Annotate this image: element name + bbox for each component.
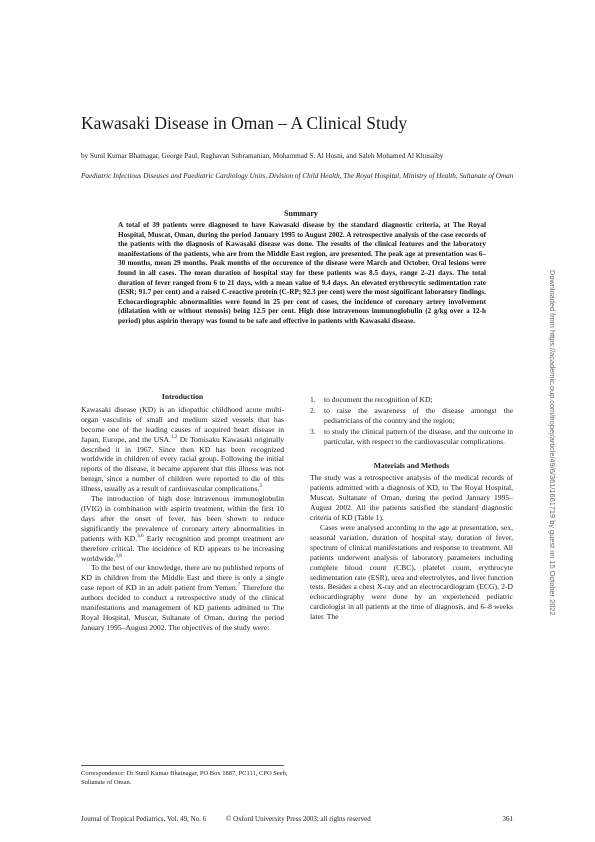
author-byline: by Sunil Kumar Bhatnagar, George Paul, Raghavan Subramanian, Mohammad S. Al Hosni, and Saleh Mohamed Al Khusaiby: [81, 152, 444, 160]
methods-paragraph-2: Cases were analysed according to the age at presentation, sex, seasonal variation, duration of hospital stay, duration of fever, spectrum of clinical manifestations and response to treatment. All patients underwent analysis of laboratory parameters including complete blood count (CBC), platelet count, erythrocyte sedimentation rate (ESR), urea and electrolytes, and liver function tests. Besides a chest X-ray and an electrocardiogram (ECG), 2-D echocardiography were done by an experienced pediatric cardiologist in all patients at the time of diagnosis, and 6–8 weeks later. The: [310, 522, 513, 622]
footnote-divider: [81, 765, 284, 766]
author-affiliation: Paediatric Infectious Diseases and Paediatric Cardiology Units, Division of Child Health, The Royal Hospital, Ministry of Health, Sultanate of Oman: [81, 172, 514, 180]
copyright-notice: © Oxford University Press 2003; all rights reserved: [226, 815, 371, 823]
correspondence-footnote: Correspondence: Dr Sunil Kumar Bhatnagar, PO Box 1887, PC111, CPO Seeb, Sultanate of Oman.: [81, 770, 288, 786]
summary-heading: Summary: [284, 209, 318, 218]
download-watermark: Downloaded from https://academic.oup.com/tropej/article/49/6/361/1661719 by guest on 15 October 2022: [548, 270, 557, 616]
intro-paragraph-1: Kawasaki disease (KD) is an idiopathic childhood acute multi-organ vasculitis of small and medium sized vessels that has become one of the leading causes of acquired heart disease in Japan, Europe, and the USA.$^{1,2}$ Dr Tomisaku Kawasaki originally described it in 1967. Since then KD has been recognized worldwide in children of every racial group. Following the initial reports of the disease, it became apparent that this illness was not benign, since a number of children were reported to die of this illness, usually as a result of cardiovascular complications.$^3$: [81, 404, 284, 494]
methods-paragraph-1: The study was a retrospective analysis of the medical records of patients admitted with a diagnosis of KD, to The Royal Hospital, Muscat, Sultanate of Oman, during the period January 1995–August 2002. All the patients satisfied the standard diagnostic criteria of KD (Table 1).: [310, 473, 513, 523]
intro-paragraph-2: The introduction of high dose intravenous immunoglobulin (IVIG) in combination with aspirin treatment, within the first 10 days after the onset of fever, has been shown to reduce significantly the prevalence of coronary artery abnormalities in patients with KD.$^{3,6}$ Early recognition and prompt treatment are therefore critical. The incidence of KD appears to be increasing worldwide.$^{3,8}$: [81, 494, 284, 563]
list-item: 3. to study the clinical pattern of the disease, and the outcome in particular, with respect to the cardiovascular complications.: [310, 426, 513, 446]
summary-text: A total of 39 patients were diagnosed to have Kawasaki disease by the standard diagnostic criteria, at The Royal Hospital, Muscat, Oman, during the period January 1995 to August 2002. A retrospective analysis of the case records of the patients with the diagnosis of Kawasaki disease was done. The results of the clinical features and the laboratory manifestations of the patients, who are from the Middle East region, are presented. The peak age at presentation was 6–30 months, mean 29 months. Peak months of the occurence of the disease were March and October. Oral lesions were found in all cases. The mean duration of hospital stay for these patients was 8.5 days, range 2–21 days. The total duration of fever ranged from 6 to 21 days, with a mean value of 9.4 days. An elevated erythrocytic sedimentation rate (ESR; 91.7 per cent) and a raised C-reactive protein (C-RP; 92.3 per cent) were the most significant laboratory findings. Echocardiographic abnormalities were found in 25 per cent of cases, the incidence of coronary artery involvement (dilatation with or without stenosis) being 12.5 per cent. High dose intravenous immunoglobulin (2 g/kg over a 12-h period) plus aspirin therapy was found to be safe and effective in patients with Kawasaki disease.: [118, 221, 486, 325]
methods-heading: Materials and Methods: [373, 460, 450, 470]
citation[interactable]: 7: [237, 582, 241, 589]
citation[interactable]: 3,6: [137, 532, 144, 539]
citation[interactable]: 1,2: [170, 433, 178, 440]
objectives-list: [310, 395, 513, 447]
journal-citation: Journal of Tropical Pediatrics, Vol. 49, No. 6: [81, 815, 207, 823]
intro-paragraph-3: To the best of our knowledge, there are no published reports of KD in children from the Middle East and there is only a single case report of KD in an adult patient from Yemen.$^7$ Therefore the authors decided to conduct a retrospective study of the clinical manifestations and management of KD patients admitted to The Royal Hospital, Muscat, Sultanate of Oman, during the period January 1995–August 2002. The objectives of the study were:: [81, 563, 285, 632]
right-column: [310, 392, 513, 622]
article-title: Kawasaki Disease in Oman – A Clinical Study: [81, 113, 408, 133]
citation[interactable]: 3,8: [115, 552, 122, 559]
left-column: [81, 392, 284, 633]
list-item: 1. to document the recognition of KD;: [310, 395, 433, 404]
citation[interactable]: 3: [259, 483, 262, 490]
list-item: 2. to raise the awareness of the disease amongst the pediatricians of the country and the region;: [310, 405, 513, 425]
introduction-heading: Introduction: [161, 392, 204, 401]
page-number: 361: [502, 815, 513, 823]
